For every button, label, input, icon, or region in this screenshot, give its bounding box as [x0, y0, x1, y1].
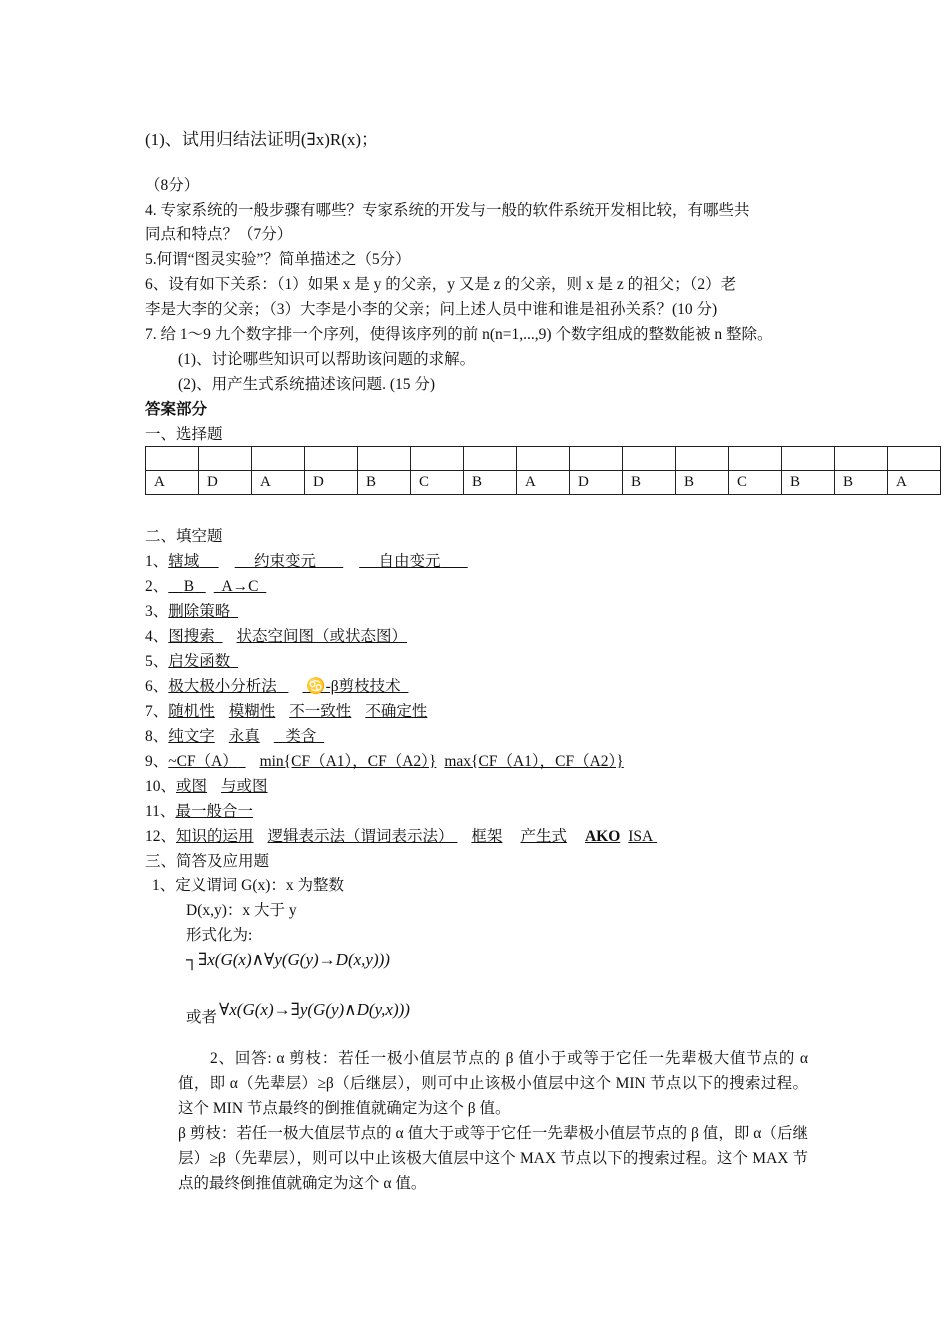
table-cell — [199, 447, 252, 471]
question-6-line2: 李是大李的父亲；（3）大李是小李的父亲；问上述人员中谁和谁是祖孙关系？(10 分) — [145, 301, 718, 318]
question-7-line1: 7. 给 1～9 九个数字排一个序列，使得该序列的前 n(n=1,...,9) 个数字组成的整数能被 n 整除。 — [145, 326, 773, 343]
fill-4 — [145, 627, 407, 647]
fill-answer: 不一致性 — [289, 703, 352, 720]
fill-answer: max{CF（A1），CF（A2）} — [444, 753, 624, 770]
answer-cell: D — [199, 471, 252, 495]
fill-answer — [274, 728, 324, 745]
fill-answer-text: B — [183, 578, 195, 595]
fill-answer: 知识的运用 — [176, 828, 254, 845]
short-1-line2: D(x,y)：x 大于 y — [186, 902, 297, 919]
answer-cell: B — [464, 471, 517, 495]
fill-8 — [145, 727, 324, 747]
answers-heading: 答案部分 — [145, 401, 208, 418]
fill-answer-text: 约束变元 — [254, 553, 317, 570]
short-2-alpha-pruning: 2、回答: α 剪枝：若任一极小值层节点的 β 值小于或等于它任一先辈极大值节点的 α 值，即 α（先辈层）≥β（后继层），则可中止该极小值层中这个 MIN 节点以下的搜索过程。这个 MIN 节点最终的倒推值就确定为这个 β 值。 — [178, 1050, 808, 1117]
fill-number: 6、 — [145, 678, 169, 695]
fill-answer — [168, 553, 218, 570]
fill-12 — [145, 827, 657, 847]
fill-answer: 启发函数 — [168, 653, 231, 670]
question-3-1-score: （8分） — [145, 177, 200, 194]
question-6-line1: 6、设有如下关系：（1）如果 x 是 y 的父亲，y 又是 z 的父亲，则 x 是 z 的祖父；（2）老 — [145, 276, 737, 293]
fill-number: 11、 — [145, 803, 176, 820]
question-4-line2: 同点和特点？（7分） — [145, 226, 293, 243]
answer-cell: A — [888, 471, 941, 495]
question-7-sub1: (1)、讨论哪些知识可以帮助该问题的求解。 — [178, 351, 476, 368]
section-choice-heading: 一、选择题 — [145, 426, 223, 443]
fill-answer: 极大极小分析法 — [168, 678, 277, 695]
table-cell — [729, 447, 782, 471]
table-cell — [888, 447, 941, 471]
formula-1: ┐∃x(G(x)∧∀y(G(y)→D(x,y))) — [186, 950, 390, 969]
section-short-heading: 三、简答及应用题 — [145, 853, 270, 870]
fill-answer: ~CF（A） — [168, 753, 238, 770]
table-row-blank — [146, 447, 941, 471]
question-4-line1: 4. 专家系统的一般步骤有哪些？专家系统的开发与一般的软件系统开发相比较，有哪些共 — [145, 202, 750, 219]
fill-2 — [145, 577, 266, 597]
formula-2: ∀x(G(x)→∃y(G(y)∧D(y,x))) — [219, 1000, 410, 1019]
fill-number: 1、 — [145, 553, 169, 570]
fill-1 — [145, 552, 468, 572]
fill-answer-text: 辖域 — [168, 553, 200, 570]
fill-answer: min{CF（A1），CF（A2）} — [259, 753, 437, 770]
table-row-answers — [146, 471, 941, 495]
section-fill-heading: 二、填空题 — [145, 528, 223, 545]
table-cell — [782, 447, 835, 471]
fill-answer: 永真 — [228, 728, 260, 745]
fill-answer: 状态空间图（或状态图） — [236, 628, 408, 645]
fill-7 — [145, 702, 427, 722]
table-cell — [252, 447, 305, 471]
fill-answer: 不确定性 — [365, 703, 428, 720]
fill-answer: AKO — [584, 828, 621, 845]
answer-cell: B — [835, 471, 888, 495]
fill-number: 8、 — [145, 728, 169, 745]
short-1-line1: 1、定义谓词 G(x)：x 为整数 — [152, 877, 345, 894]
fill-answer — [302, 678, 408, 695]
question-7-sub2: (2)、用产生式系统描述该问题. (15 分) — [178, 376, 436, 393]
table-cell — [676, 447, 729, 471]
table-cell — [358, 447, 411, 471]
fill-answer — [214, 578, 267, 595]
answer-cell: B — [676, 471, 729, 495]
fill-answer: 逻辑表示法（谓词表示法） — [267, 828, 454, 845]
table-cell — [411, 447, 464, 471]
answer-cell: A — [252, 471, 305, 495]
short-2-beta-pruning: β 剪枝：若任一极大值层节点的 α 值大于或等于它任一先辈极小值层节点的 β 值，即 α（后继层）≥β（先辈层），则可以中止该极大值层中这个 MAX 节点以下的搜索过程。这个 MAX 节点的最终倒推值就确定为这个 α 值。 — [178, 1125, 808, 1192]
fill-9 — [145, 752, 624, 772]
fill-10 — [145, 777, 268, 797]
table-cell — [305, 447, 358, 471]
answer-cell: B — [623, 471, 676, 495]
or-label: 或者 — [186, 1009, 218, 1026]
table-cell — [623, 447, 676, 471]
fill-6 — [145, 677, 408, 697]
question-5: 5.何谓“图灵实验”？简单描述之（5分） — [145, 251, 411, 268]
fill-answer-text: 自由变元 — [378, 553, 441, 570]
answer-cell: A — [517, 471, 570, 495]
answer-cell: A — [146, 471, 199, 495]
fill-answer: ISA — [628, 828, 654, 845]
fill-answer: 框架 — [471, 828, 503, 845]
fill-number: 7、 — [145, 703, 169, 720]
table-cell — [146, 447, 199, 471]
answer-cell: B — [782, 471, 835, 495]
fill-answer: 随机性 — [168, 703, 215, 720]
fill-answer — [168, 578, 205, 595]
answer-cell: B — [358, 471, 411, 495]
fill-answer: 或图 — [176, 778, 208, 795]
fill-answer — [359, 553, 468, 570]
fill-number: 3、 — [145, 603, 169, 620]
table-cell — [570, 447, 623, 471]
fill-11 — [145, 802, 253, 822]
fill-answer: 最一般合一 — [175, 803, 253, 820]
fill-number: 5、 — [145, 653, 169, 670]
fill-5 — [145, 652, 238, 672]
fill-answer: 与或图 — [221, 778, 268, 795]
table-cell — [835, 447, 888, 471]
fill-number: 2、 — [145, 578, 169, 595]
fill-number: 10、 — [145, 778, 177, 795]
answer-cell: C — [411, 471, 464, 495]
fill-answer: 删除策略 — [168, 603, 231, 620]
table-cell — [517, 447, 570, 471]
answer-cell: D — [305, 471, 358, 495]
fill-3 — [145, 602, 238, 622]
fill-answer: 模糊性 — [228, 703, 276, 720]
fill-answer: 图搜索 — [168, 628, 215, 645]
fill-answer-text: 类含 — [285, 728, 317, 745]
fill-answer-text: A→C — [221, 578, 259, 595]
fill-answer: 纯文字 — [168, 728, 215, 745]
fill-number: 12、 — [145, 828, 177, 845]
fill-number: 4、 — [145, 628, 169, 645]
fill-answer: 产生式 — [520, 828, 567, 845]
short-1-line3: 形式化为: — [186, 927, 253, 944]
choice-answer-table — [145, 446, 941, 495]
table-cell — [464, 447, 517, 471]
answer-cell: C — [729, 471, 782, 495]
fill-answer-text: ♋-β剪枝技术 — [306, 678, 401, 695]
fill-number: 9、 — [145, 753, 169, 770]
question-3-1: (1)、试用归结法证明(∃x)R(x)； — [145, 130, 379, 149]
answer-cell: D — [570, 471, 623, 495]
fill-answer — [235, 553, 344, 570]
